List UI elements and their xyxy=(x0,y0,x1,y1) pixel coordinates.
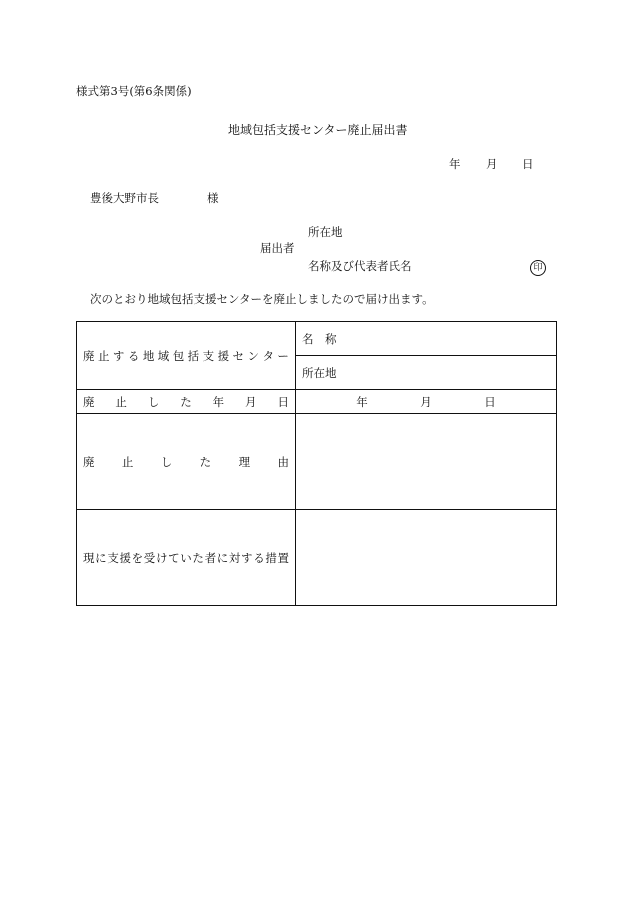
seal-mark: 印 xyxy=(530,260,546,276)
document-title: 地域包括支援センター廃止届出書 xyxy=(228,123,408,137)
center-label xyxy=(77,348,295,364)
statement-text: 次のとおり地域包括支援センターを廃止しましたので届け出ます。 xyxy=(90,292,434,306)
name-label: 名 称 xyxy=(302,331,337,346)
label-char: 現 xyxy=(83,550,95,565)
applicant-notifier-label: 届出者 xyxy=(260,241,295,255)
label-char: 括 xyxy=(187,348,200,363)
label-char: 廃 xyxy=(83,348,95,363)
label-char: る xyxy=(127,348,140,363)
date-day-label: 日 xyxy=(522,157,534,171)
label-char: け xyxy=(155,550,168,565)
reason-label-cell xyxy=(77,414,296,510)
label-char: 地 xyxy=(142,348,155,363)
measures-label xyxy=(77,550,295,566)
measures-value-cell[interactable] xyxy=(296,510,557,606)
label-char: た xyxy=(192,550,204,565)
label-char: タ xyxy=(262,348,274,363)
label-char: ン xyxy=(247,348,259,363)
label-char: ー xyxy=(277,348,289,363)
label-char: 廃 xyxy=(83,454,95,469)
reason-label xyxy=(77,454,295,470)
date-label-cell xyxy=(77,390,296,414)
label-char: 支 xyxy=(107,550,119,565)
label-char: し xyxy=(147,394,160,409)
address-label: 所在地 xyxy=(302,365,337,380)
label-char: 止 xyxy=(115,394,127,409)
date-value-cell[interactable] xyxy=(296,390,557,414)
label-char: す xyxy=(241,550,253,565)
label-char: 年 xyxy=(212,394,225,409)
date-month-label: 月 xyxy=(486,157,498,171)
date-year-label: 年 xyxy=(449,157,461,171)
label-char: る xyxy=(253,550,265,565)
label-char: 止 xyxy=(97,348,110,363)
label-char: に xyxy=(95,550,107,565)
label-char: 由 xyxy=(277,454,289,469)
form-number: 様式第3号(第6条関係) xyxy=(76,84,192,98)
label-char: 理 xyxy=(238,454,251,469)
date-label xyxy=(77,394,295,410)
date-day-value: 日 xyxy=(484,394,496,409)
date-month-value: 月 xyxy=(420,394,432,409)
date-year-value: 年 xyxy=(356,394,368,409)
label-char: す xyxy=(112,348,125,363)
notification-table xyxy=(76,321,557,606)
reason-value-cell[interactable] xyxy=(296,414,557,510)
label-char: し xyxy=(160,454,173,469)
label-char: 月 xyxy=(245,394,257,409)
label-char: て xyxy=(168,550,180,565)
label-char: セ xyxy=(232,348,245,363)
addressee-honorific: 様 xyxy=(207,191,219,205)
label-char: 者 xyxy=(204,550,217,565)
label-char: 包 xyxy=(172,348,185,363)
label-char: 支 xyxy=(202,348,215,363)
label-char: 廃 xyxy=(83,394,95,409)
applicant-address-label: 所在地 xyxy=(308,225,343,239)
label-char: 置 xyxy=(277,550,289,565)
applicant-name-label: 名称及び代表者氏名 xyxy=(308,259,412,273)
label-char: い xyxy=(180,550,192,565)
label-char: 受 xyxy=(143,550,156,565)
label-char: 援 xyxy=(217,348,230,363)
name-cell[interactable] xyxy=(296,322,557,356)
measures-label-cell xyxy=(77,510,296,606)
address-cell[interactable] xyxy=(296,356,557,390)
label-char: を xyxy=(131,550,144,565)
label-char: 域 xyxy=(157,348,170,363)
label-char: た xyxy=(180,394,192,409)
label-char: に xyxy=(216,550,229,565)
label-char: た xyxy=(199,454,212,469)
label-char: 措 xyxy=(265,550,277,565)
addressee-name: 豊後大野市長 xyxy=(90,191,159,205)
label-char: 止 xyxy=(121,454,134,469)
label-char: 日 xyxy=(277,394,289,409)
label-char: 援 xyxy=(119,550,131,565)
label-char: 対 xyxy=(228,550,241,565)
center-label-cell xyxy=(77,322,296,390)
